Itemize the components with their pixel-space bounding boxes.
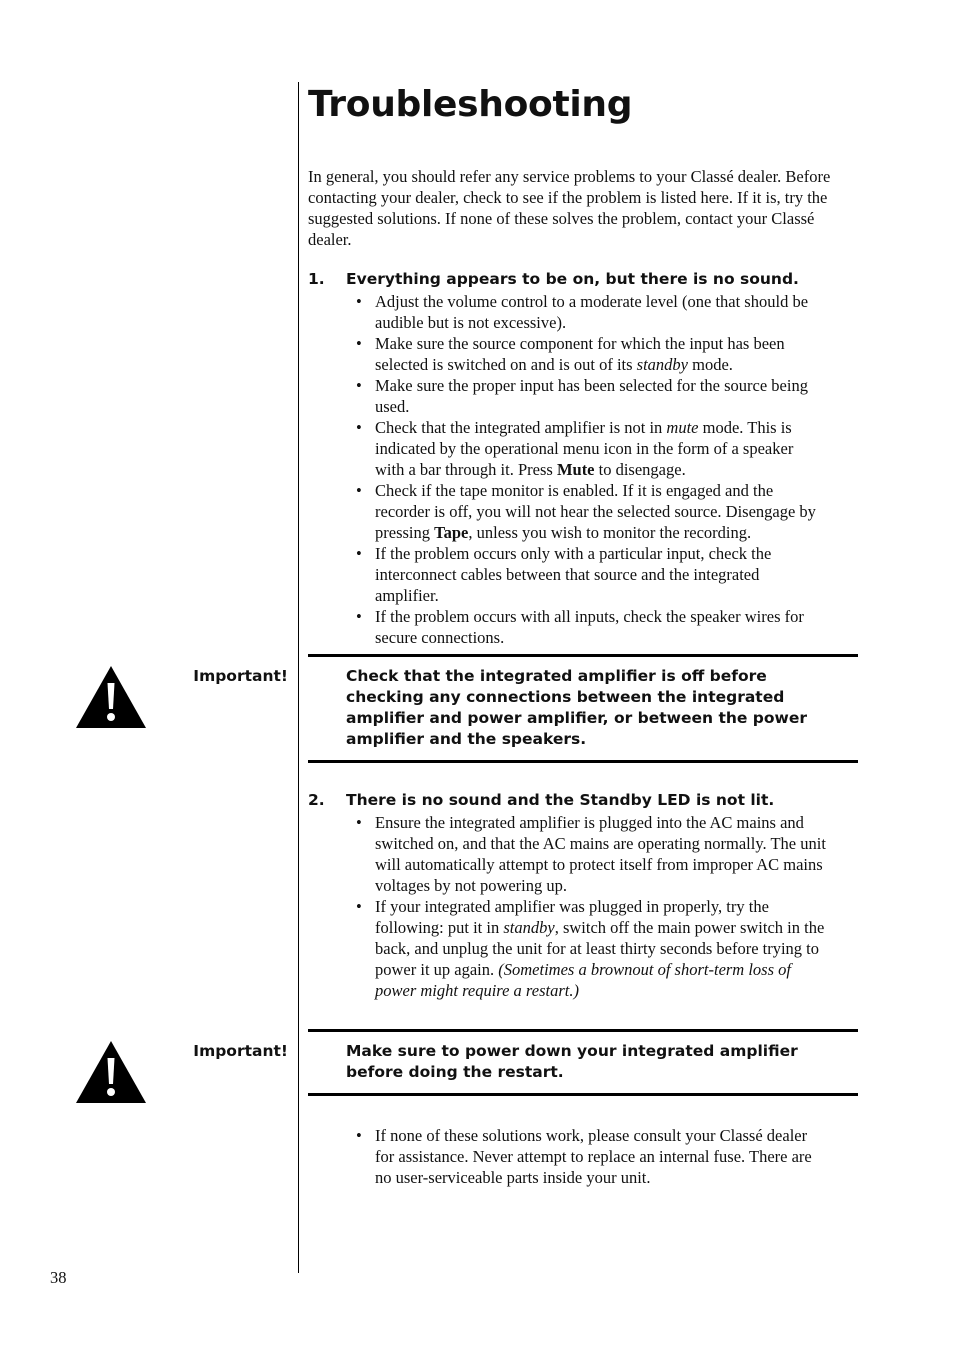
section-2-heading — [308, 790, 774, 811]
list-item: • If the problem occurs only with a particular input, check the interconnect cables between that source and the integrated amplifier. — [356, 544, 772, 605]
list-item: • If the problem occurs with all inputs, check the speaker wires for secure connections. — [356, 607, 804, 647]
section-1-number: 1. — [308, 270, 325, 288]
list-item: • Check if the tape monitor is enabled. If it is engaged and the recorder is off, you will not hear the selected source. Disengage by pressing Tape, unless you wish to monitor the recording. — [356, 481, 816, 542]
important-notice-text: Make sure to power down your integrated amplifier before doing the restart. — [346, 1042, 798, 1081]
section-2-number: 2. — [308, 791, 325, 809]
list-item: • Make sure the source component for which the input has been selected is switched on and is out of its standby mode. — [356, 334, 785, 374]
section-1-heading-text: Everything appears to be on, but there is no sound. — [346, 270, 799, 288]
warning-icon — [76, 666, 146, 728]
section-1-heading — [308, 269, 799, 290]
important-label: Important! — [193, 1042, 288, 1060]
important-notice-box — [308, 1029, 858, 1096]
section-1-list — [356, 291, 826, 648]
important-label: Important! — [193, 667, 288, 685]
section-2-heading-text: There is no sound and the Standby LED is not lit. — [346, 791, 775, 809]
important-notice-text: Check that the integrated amplifier is off before checking any connections between the integrated amplifier and power amplifier, or between the power amplifier and the speakers. — [346, 667, 808, 748]
list-item: • If your integrated amplifier was plugged in properly, try the following: put it in standby, switch off the main power switch in the back, and unplug the unit for at least thirty seconds before trying to power it up again. (Sometimes a brownout of short-term loss of power might require a restart.) — [356, 897, 825, 1000]
list-item: • Ensure the integrated amplifier is plugged into the AC mains and switched on, and that the AC mains are operating normally. The unit will automatically attempt to protect itself from improper AC mains voltages by not powering up. — [356, 813, 826, 895]
section-2-list — [356, 812, 826, 1001]
column-divider — [298, 82, 299, 1273]
warning-icon — [76, 1041, 146, 1103]
page-number: 38 — [50, 1268, 67, 1287]
final-list — [356, 1125, 826, 1188]
list-item: • If none of these solutions work, please consult your Classé dealer for assistance. Never attempt to replace an internal fuse. There are no user-serviceable parts inside your unit. — [356, 1126, 812, 1187]
intro-paragraph: In general, you should refer any service problems to your Classé dealer. Before contacting your dealer, check to see if the problem is listed here. If it is, try the suggested solutions. If none of these solves the problem, contact your Classé dealer. — [308, 167, 831, 249]
list-item: • Make sure the proper input has been selected for the source being used. — [356, 376, 808, 416]
list-item: • Adjust the volume control to a moderate level (one that should be audible but is not excessive). — [356, 292, 809, 332]
important-notice-box — [308, 654, 858, 763]
page-title: Troubleshooting — [308, 84, 633, 125]
list-item: • Check that the integrated amplifier is not in mute mode. This is indicated by the operational menu icon in the form of a speaker with a bar through it. Press Mute to disengage. — [356, 418, 794, 479]
